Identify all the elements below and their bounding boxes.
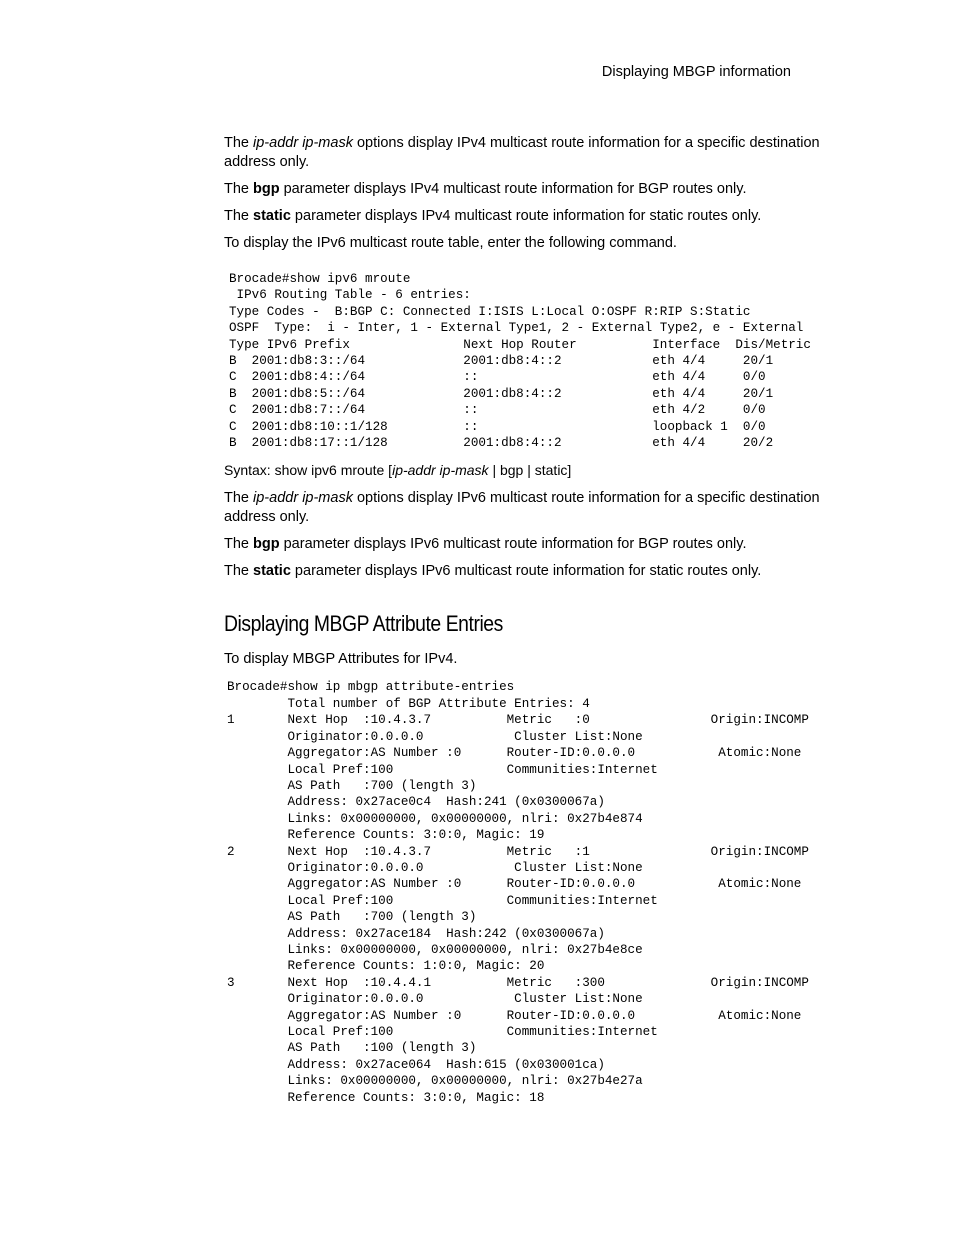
keyword-bgp: bgp	[253, 536, 280, 553]
text: The	[224, 181, 254, 197]
paragraph-mbgp-intro: To display MBGP Attributes for IPv4.	[224, 651, 458, 668]
paragraph-ipv6-intro: To display the IPv6 multicast route table, enter the following command.	[224, 235, 677, 251]
param-ip-mask: ip-mask	[302, 490, 353, 507]
text: parameter displays IPv6 multicast route information for static routes only.	[290, 563, 762, 580]
syntax-params: ip-addr ip-mask	[392, 462, 489, 479]
code-block-ipv6-mroute: Brocade#show ipv6 mroute IPv6 Routing Table - 6 entries: Type Codes - B:BGP C: Connected I:ISIS L:Local O:OSPF R:RIP S:Static OSPF Type: i - Inter, 1 - External Type1, 2 - External Type2, e - External Type IPv6 Prefix Next Hop Router Interface Dis/Metric B 2001:db8:3::/64 2001:db8:4::2 eth 4/4 20/1 C 2001:db8:4::/64 :: eth 4/4 0/0 B 2001:db8:5::/64 2001:db8:4::2 eth 4/4 20/1 C 2001:db8:7::/64 :: eth 4/2 0/0 C 2001:db8:10::1/128 :: loopback 1 0/0 B 2001:db8:17::1/128 2001:db8:4::2 eth 4/4 20/2	[229, 272, 811, 451]
text: parameter displays IPv4 multicast route information for BGP routes only.	[279, 181, 747, 197]
text: The	[224, 563, 254, 580]
text: The	[224, 135, 254, 151]
paragraph-ipv4-bgp	[224, 180, 844, 199]
param-ip-addr: ip-addr	[253, 490, 299, 507]
text: options display IPv6 multicast route information for a specific destination address only.	[224, 490, 820, 526]
keyword-static: static	[253, 208, 291, 224]
text: parameter displays IPv4 multicast route information for static routes only.	[290, 208, 762, 224]
text: parameter displays IPv6 multicast route information for BGP routes only.	[279, 536, 747, 553]
paragraph-ipv4-ip-addr	[224, 134, 844, 172]
text: The	[224, 490, 254, 507]
text: options display IPv4 multicast route information for a specific destination address only.	[224, 135, 820, 170]
keyword-static: static	[253, 563, 291, 580]
paragraph-ipv6-static	[224, 562, 844, 581]
keyword-bgp: bgp	[253, 181, 280, 197]
param-ip-addr: ip-addr	[253, 135, 299, 151]
syntax-line	[224, 461, 844, 480]
param-ip-mask: ip-mask	[302, 135, 353, 151]
syntax-options: | bgp | static]	[488, 462, 572, 479]
section-heading: Displaying MBGP Attribute Entries	[224, 611, 503, 637]
code-block-mbgp-attributes: Brocade#show ip mbgp attribute-entries Total number of BGP Attribute Entries: 4 1 Next Hop :10.4.3.7 Metric :0 Origin:INCOMP Originator:0.0.0.0 Cluster List:None Aggregator:AS Number :0 Router-ID:0.0.0.0 Atomic:None Local Pref:100 Communities:Internet AS Path :700 (length 3) Address: 0x27ace0c4 Hash:241 (0x0300067a) Links: 0x00000000, 0x00000000, nlri: 0x27b4e874 Reference Counts: 3:0:0, Magic: 19 2 Next Hop :10.4.3.7 Metric :1 Origin:INCOMP Originator:0.0.0.0 Cluster List:None Aggregator:AS Number :0 Router-ID:0.0.0.0 Atomic:None Local Pref:100 Communities:Internet AS Path :700 (length 3) Address: 0x27ace184 Hash:242 (0x0300067a) Links: 0x00000000, 0x00000000, nlri: 0x27b4e8ce Reference Counts: 1:0:0, Magic: 20 3 Next Hop :10.4.4.1 Metric :300 Origin:INCOMP Originator:0.0.0.0 Cluster List:None Aggregator:AS Number :0 Router-ID:0.0.0.0 Atomic:None Local Pref:100 Communities:Internet AS Path :100 (length 3) Address: 0x27ace064 Hash:615 (0x030001ca) Links: 0x00000000, 0x00000000, nlri: 0x27b4e27a Reference Counts: 3:0:0, Magic: 18	[227, 680, 809, 1105]
document-body	[224, 134, 844, 1106]
syntax-label: Syntax: show ipv6 mroute [	[224, 462, 393, 479]
page-header-title: Displaying MBGP information	[601, 64, 791, 80]
text: The	[224, 208, 254, 224]
paragraph-ipv4-static	[224, 207, 844, 226]
paragraph-ipv6-ip-addr	[224, 489, 844, 527]
text: The	[224, 536, 254, 553]
paragraph-ipv6-bgp	[224, 535, 844, 554]
